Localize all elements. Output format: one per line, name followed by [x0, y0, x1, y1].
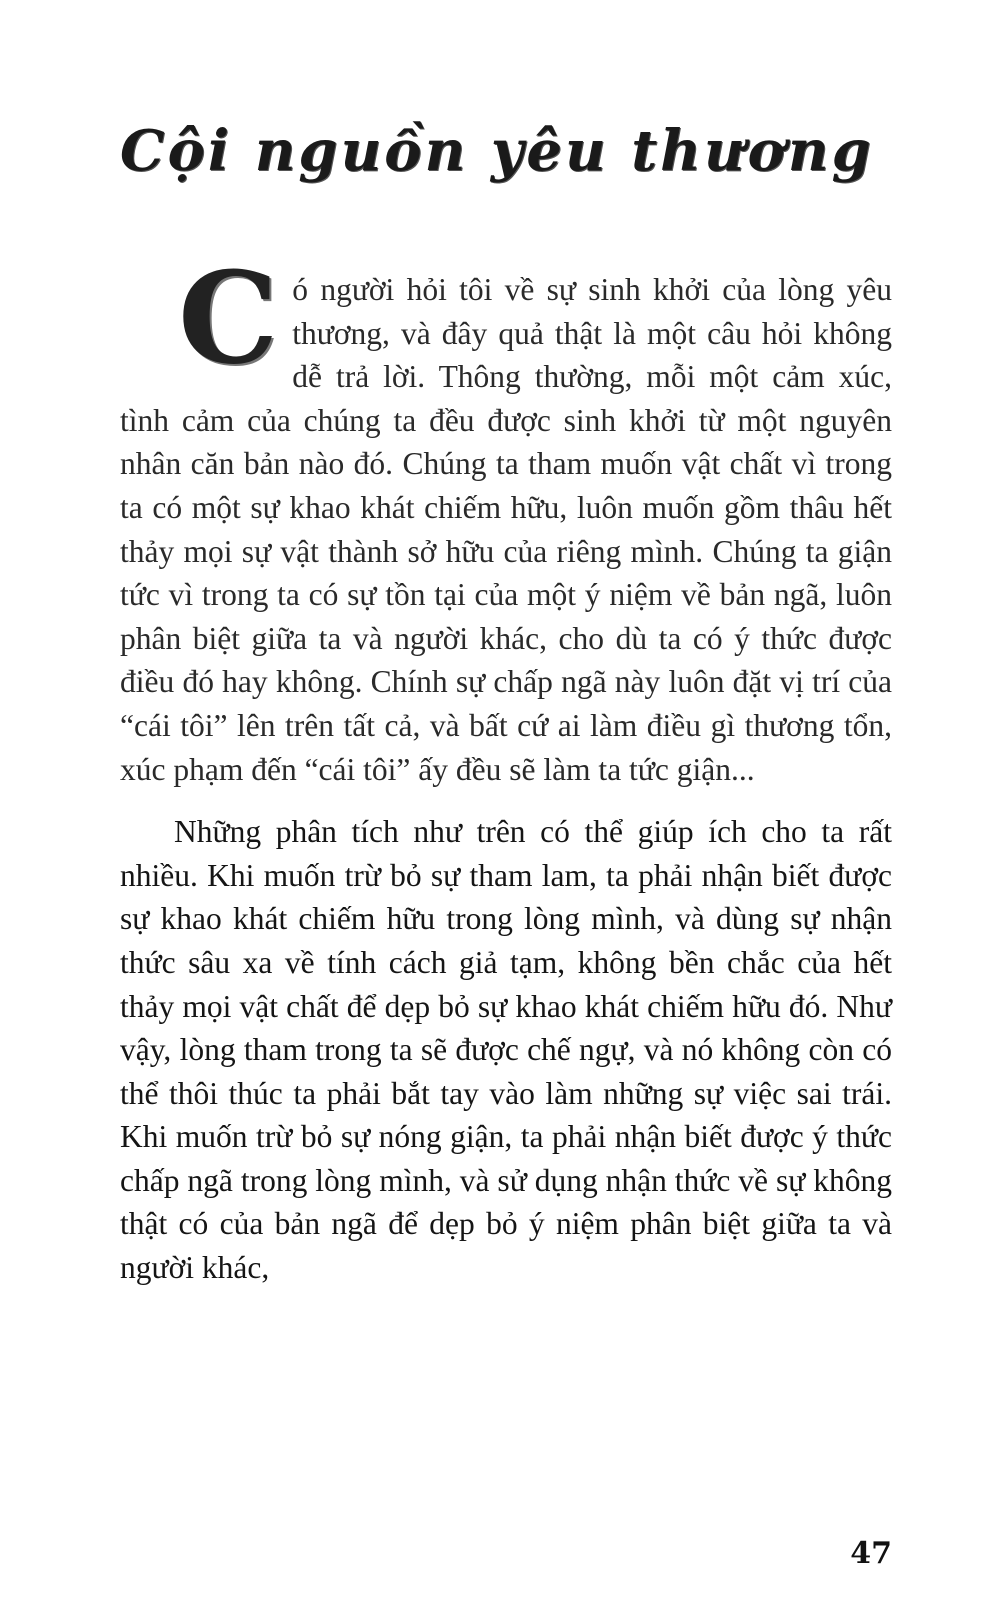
chapter-title: Cội nguồn yêu thương: [120, 118, 874, 184]
drop-cap: C: [178, 244, 279, 392]
paragraph-1-text: ó người hỏi tôi về sự sinh khởi của lòng yêu thương, và đây quả thật là một câu hỏi không dễ trả lời. Thông thường, mỗi một cảm xúc, tình cảm của chúng ta đều được sinh khởi từ một nguyên nhân căn bản nào đó. Chúng ta tham muốn vật chất vì trong ta có một sự khao khát chiếm hữu, luôn muốn gồm thâu hết thảy mọi sự vật thành sở hữu của riêng mình. Chúng ta giận tức vì trong ta có sự tồn tại của một ý niệm về bản ngã, luôn phân biệt giữa ta và người khác, cho dù ta có ý thức được điều đó hay không. Chính sự chấp ngã này luôn đặt vị trí của “cái tôi” lên trên tất cả, và bất cứ ai làm điều gì thương tổn, xúc phạm đến “cái tôi” ấy đều sẽ làm ta tức giận...: [120, 272, 892, 787]
paragraph-2: Những phân tích như trên có thể giúp ích cho ta rất nhiều. Khi muốn trừ bỏ sự tham lam, ta phải nhận biết được sự khao khát chiếm hữu trong lòng mình, và dùng sự nhận thức sâu xa về tính cách giả tạm, không bền chắc của hết thảy mọi vật chất để dẹp bỏ sự khao khát chiếm hữu đó. Như vậy, lòng tham trong ta sẽ được chế ngự, và nó không còn có thể thôi thúc ta phải bắt tay vào làm những sự việc sai trái. Khi muốn trừ bỏ sự nóng giận, ta phải nhận biết được ý thức chấp ngã trong lòng mình, và sử dụng nhận thức về sự không thật có của bản ngã để dẹp bỏ ý niệm phân biệt giữa ta và người khác,: [120, 814, 892, 1286]
page-number: 47: [850, 1536, 892, 1571]
body-text: [120, 244, 892, 1290]
paragraph-1: [120, 244, 892, 791]
